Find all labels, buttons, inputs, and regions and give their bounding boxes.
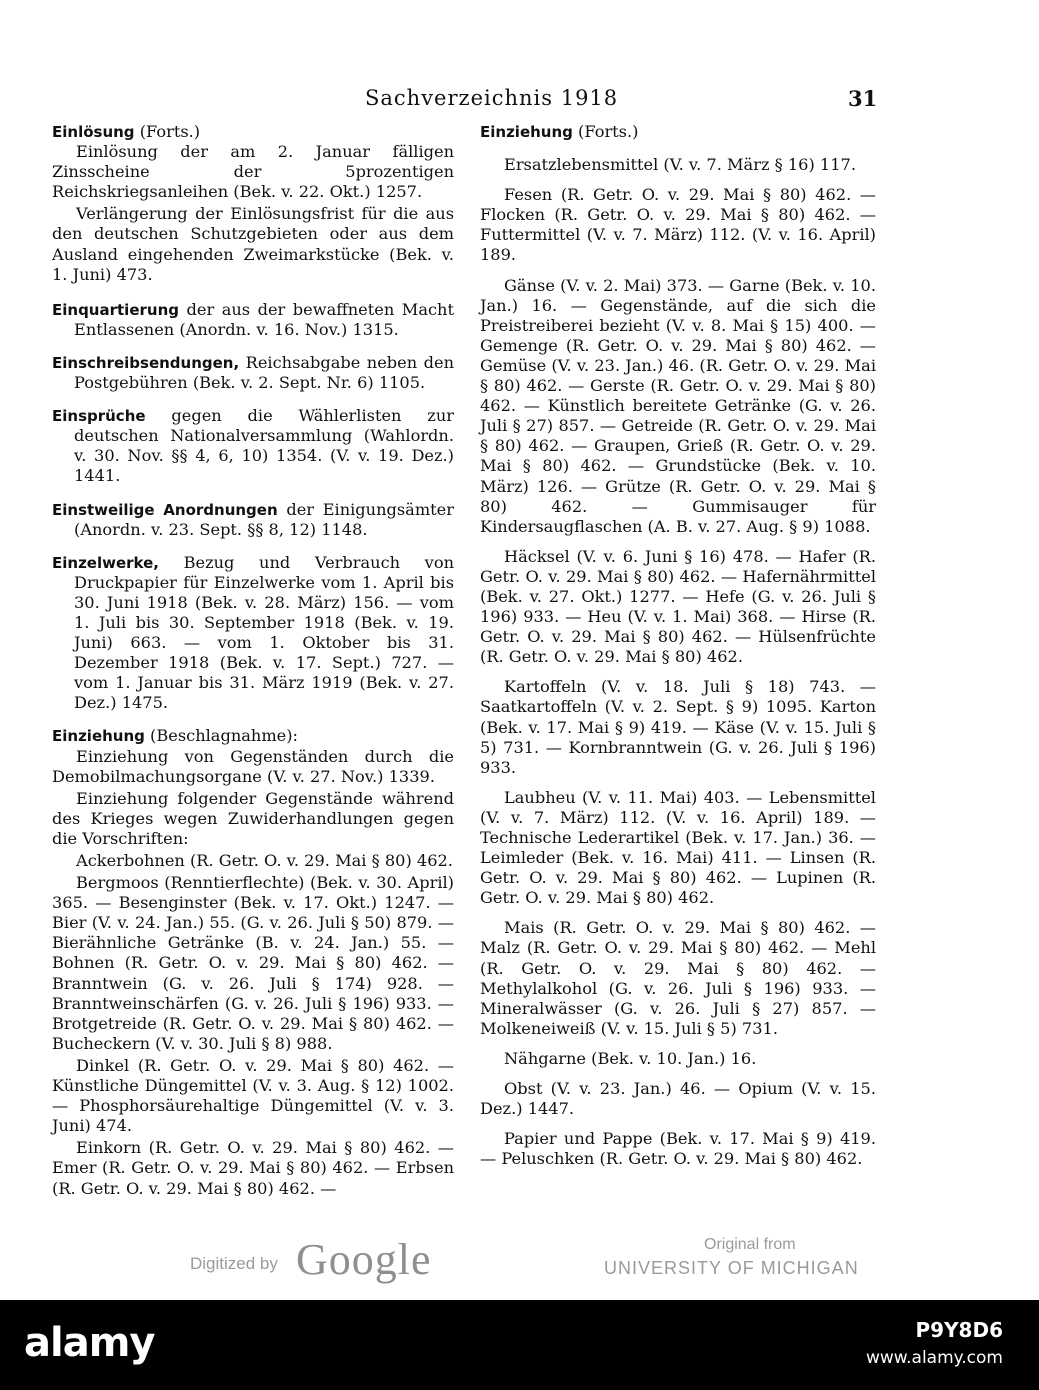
left-column	[52, 122, 454, 1214]
entry-text: Bezug und Verbrauch von Druckpapier für Einzelwerke vom 1. April bis 30. Juni 1918 (Bek. v. 28. März) 156. — vom 1. Juli bis 30. September 1918 (Bek. v. 19. Juni) 663. — vom 1. Oktober bis 31. Dezember 1918 (Bek. v. 17. Sept.) 727. — vom 1. Januar bis 31. März 1919 (Bek. v. 27. Dez.) 1475.	[74, 552, 454, 713]
watermark-url: www.alamy.com	[865, 1348, 1003, 1368]
entry-head: Einziehung	[480, 123, 573, 141]
index-entry	[52, 353, 454, 393]
running-title: Sachverzeichnis 1918	[365, 86, 619, 110]
entry-head: Einquartierung	[52, 300, 179, 319]
digitization-footer	[0, 1234, 1039, 1294]
entry-subparagraph: Laubheu (V. v. 11. Mai) 403. — Lebensmittel (V. v. 7. März) 112. (V. v. 16. April) 189. — Technische Lederartikel (Bek. v. 17. Jan.) 36. — Leimleder (Bek. v. 16. Mai) 411. — Linsen (R. Getr. O. v. 29. Mai § 80) 462. — Lupinen (R. Getr. O. v. 29. Mai § 80) 462.	[480, 787, 876, 908]
watermark-bar	[0, 1300, 1039, 1390]
entry-subparagraph: Bergmoos (Renntierflechte) (Bek. v. 30. April) 365. — Besenginster (Bek. v. 17. Okt.) 1247. — Bier (V. v. 24. Jan.) 55. (G. v. 26. Juli § 50) 879. — Bierähnliche Getränke (B. v. 24. Jan.) 55. — Bohnen (R. Getr. O. v. 29. Mai § 80) 462. — Branntwein (G. v. 26. Juli § 174) 928. — Branntweinschärfen (G. v. 26. Juli § 196) 933. — Brotgetreide (R. Getr. O. v. 29. Mai § 80) 462. — Bucheckern (V. v. 30. Juli § 8) 988.	[52, 873, 454, 1053]
entry-head: Einsprüche	[52, 407, 146, 426]
entry-head: Einzelwerke,	[52, 553, 159, 572]
page-header	[0, 86, 1039, 116]
entry-text: Reichsabgabe neben den Postgebühren (Bek. v. 2. Sept. Nr. 6) 1105.	[74, 352, 454, 393]
entry-subparagraph: Einlösung der am 2. Januar fälligen Zinsscheine der 5prozentigen Reichskriegsanleihen (Bek. v. 22. Okt.) 1257.	[52, 142, 454, 202]
entry-text: (Forts.)	[572, 122, 639, 141]
index-entry	[480, 122, 876, 142]
entry-text: (Forts.)	[134, 122, 201, 141]
entry-subparagraph: Einziehung von Gegenständen durch die Demobilmachungsorgane (V. v. 27. Nov.) 1339.	[52, 746, 454, 786]
entry-text: gegen die Wählerlisten zur deutschen Nationalversammlung (Wahlordn. v. 30. Nov. §§ 4, 6, 10) 1354. (V. v. 19. Dez.) 1441.	[74, 406, 454, 486]
index-entry	[52, 122, 454, 142]
university-text: UNIVERSITY OF MICHIGAN	[604, 1258, 859, 1278]
entry-subparagraphs	[480, 155, 876, 1169]
image-id: P9Y8D6	[915, 1318, 1003, 1342]
entry-head: Einschreibsendungen,	[52, 353, 240, 372]
entry-subparagraph: Obst (V. v. 23. Jan.) 46. — Opium (V. v. 15. Dez.) 1447.	[480, 1079, 876, 1119]
entry-subparagraph: Papier und Pappe (Bek. v. 17. Mai § 9) 419. — Peluschken (R. Getr. O. v. 29. Mai § 80) 462.	[480, 1129, 876, 1169]
entry-subparagraph: Einkorn (R. Getr. O. v. 29. Mai § 80) 462. — Emer (R. Getr. O. v. 29. Mai § 80) 462. — Erbsen (R. Getr. O. v. 29. Mai § 80) 462. —	[52, 1138, 454, 1198]
entry-subparagraph: Kartoffeln (V. v. 18. Juli § 18) 743. — Saatkartoffeln (V. v. 2. Sept. § 9) 1095. Karton (Bek. v. 17. Mai § 9) 419. — Käse (V. v. 15. Juli § 5) 731. — Kornbranntwein (G. v. 26. Juli § 196) 933.	[480, 677, 876, 777]
entry-subparagraph: Häcksel (V. v. 6. Juni § 16) 478. — Hafer (R. Getr. O. v. 29. Mai § 80) 462. — Hafernährmittel (Bek. v. 27. Okt.) 1277. — Hefe (G. v. 26. Juli § 196) 933. — Heu (V. v. 1. Mai) 368. — Hirse (R. Getr. O. v. 29. Mai § 80) 462. — Hülsenfrüchte (R. Getr. O. v. 29. Mai § 80) 462.	[480, 546, 876, 667]
index-entry	[52, 500, 454, 540]
alamy-logo: alamy	[24, 1320, 155, 1366]
entry-subparagraph: Dinkel (R. Getr. O. v. 29. Mai § 80) 462. — Künstliche Düngemittel (V. v. 3. Aug. § 12) 1002. — Phosphorsäurehaltige Düngemittel (V. v. 3. Juni) 474.	[52, 1055, 454, 1136]
entry-text: der aus der bewaffneten Macht Entlassenen (Anordn. v. 16. Nov.) 1315.	[74, 299, 454, 339]
index-entry	[52, 726, 454, 746]
entry-subparagraph: Ackerbohnen (R. Getr. O. v. 29. Mai § 80) 462.	[76, 851, 453, 870]
entry-head: Einstweilige Anordnungen	[52, 500, 278, 519]
entry-text: der Einigungsämter (Anordn. v. 23. Sept. §§ 8, 12) 1148.	[74, 499, 455, 539]
google-logo: Google	[296, 1235, 432, 1284]
digitized-by-text: Digitized by	[190, 1254, 278, 1273]
entry-subparagraph: Fesen (R. Getr. O. v. 29. Mai § 80) 462. — Flocken (R. Getr. O. v. 29. Mai § 80) 462. — Futtermittel (V. v. 7. März) 112. (V. v. 16. April) 189.	[480, 185, 876, 265]
index-entry	[52, 553, 454, 714]
right-column	[480, 122, 876, 1171]
entry-head: Einlösung	[52, 123, 135, 141]
entry-subparagraph: Ersatzlebensmittel (V. v. 7. März § 16) 117.	[504, 155, 856, 175]
entry-subparagraph: Mais (R. Getr. O. v. 29. Mai § 80) 462. — Malz (R. Getr. O. v. 29. Mai § 80) 462. — Mehl (R. Getr. O. v. 29. Mai § 80) 462. — Methylalkohol (G. v. 26. Juli § 196) 933. — Mineralwässer (G. v. 26. Juli § 27) 857. — Molkeneiweiß (V. v. 15. Juli § 5) 731.	[480, 918, 876, 1038]
entry-subparagraph: Gänse (V. v. 2. Mai) 373. — Garne (Bek. v. 10. Jan.) 16. — Gegenstände, auf die sich die Preistreiberei bezieht (V. v. 8. Mai § 15) 400. — Gemenge (R. Getr. O. v. 29. Mai § 80) 462. — Gemüse (V. v. 23. Jan.) 46. (R. Getr. O. v. 29. Mai § 80) 462. — Gerste (R. Getr. O. v. 29. Mai § 80) 462. — Künstlich bereitete Getränke (G. v. 26. Juli § 27) 857. — Getreide (R. Getr. O. v. 29. Mai § 80) 462. — Graupen, Grieß (R. Getr. O. v. 29. Mai § 80) 462. — Grundstücke (Bek. v. 10. März) 126. — Grütze (R. Getr. O. v. 29. Mai § 80) 462. — Gummisauger für Kindersaugflaschen (A. B. v. 27. Aug. § 9) 1088.	[480, 275, 876, 536]
entry-subparagraph: Verlängerung der Einlösungsfrist für die aus den deutschen Schutzgebieten oder aus dem Ausland eingehenden Zweimarkstücke (Bek. v. 1. Juni) 473.	[52, 204, 454, 284]
entry-subparagraph: Einziehung folgender Gegenstände während des Krieges wegen Zuwiderhandlungen gegen die Vorschriften:	[52, 788, 454, 848]
entry-head: Einziehung	[52, 727, 145, 746]
entry-text: (Beschlagnahme):	[144, 726, 299, 746]
original-from-text: Original from	[704, 1236, 796, 1253]
entry-subparagraph: Nähgarne (Bek. v. 10. Jan.) 16.	[504, 1048, 757, 1068]
page-number: 31	[848, 86, 878, 111]
index-entry	[52, 406, 454, 486]
index-entry	[52, 300, 454, 340]
